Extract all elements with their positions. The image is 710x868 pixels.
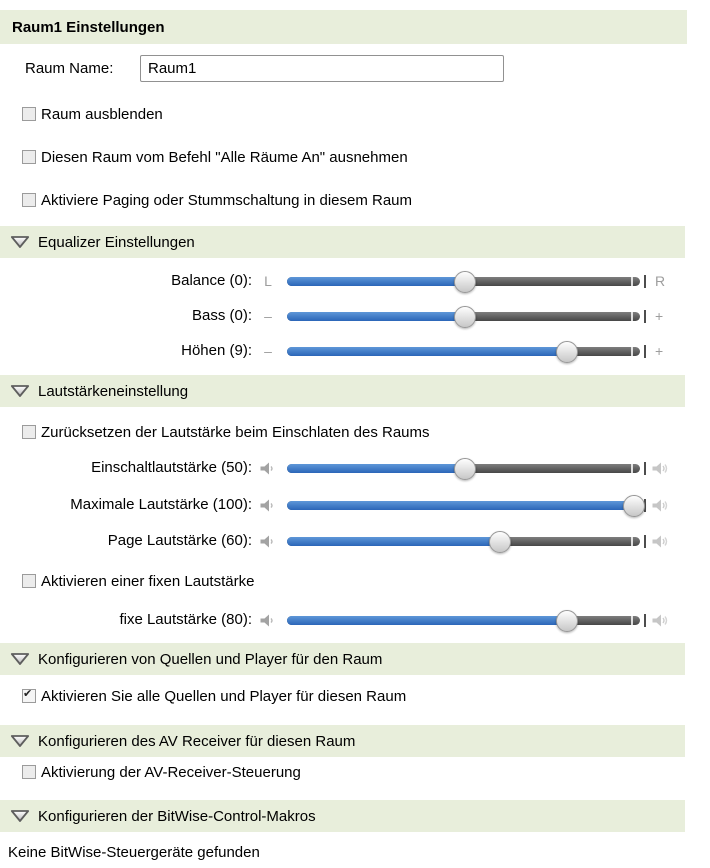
slider-thumb[interactable] — [556, 610, 578, 632]
bass-slider[interactable] — [287, 312, 640, 321]
slider-thumb[interactable] — [454, 458, 476, 480]
all-sources-row — [0, 685, 710, 707]
speaker-loud-icon — [651, 534, 669, 549]
speaker-quiet-icon — [259, 613, 277, 628]
av-receiver-label: Aktivierung der AV-Receiver-Steuerung — [41, 763, 301, 781]
room-name-label: Raum Name: — [25, 60, 114, 77]
speaker-loud-icon — [651, 613, 669, 628]
bitwise-section-title: Konfigurieren der BitWise-Control-Makros — [38, 807, 316, 825]
all-sources-label: Aktivieren Sie alle Quellen und Player für diesen Raum — [41, 687, 407, 705]
reset-volume-row — [0, 421, 710, 443]
all-sources-checkbox[interactable] — [22, 689, 36, 703]
slider-thumb[interactable] — [556, 341, 578, 363]
slider-thumb[interactable] — [454, 271, 476, 293]
speaker-loud-icon — [651, 498, 669, 513]
exclude-all-on-row — [0, 146, 710, 168]
treble-right-cap: + — [655, 343, 664, 359]
fixed-volume-checkbox[interactable] — [22, 574, 36, 588]
fix-volume-slider[interactable] — [287, 616, 640, 625]
treble-slider-row — [0, 340, 710, 362]
reset-volume-label: Zurücksetzen der Lautstärke beim Einschlaten des Raums — [41, 423, 430, 441]
balance-label: Balance (0): — [171, 272, 252, 289]
bass-slider-row — [0, 305, 710, 327]
slider-end-tick — [644, 462, 646, 475]
bass-label: Bass (0): — [191, 307, 252, 324]
bitwise-status-message: Keine BitWise-Steuergeräte gefunden — [8, 844, 260, 861]
speaker-loud-icon — [651, 461, 669, 476]
bass-right-cap: + — [655, 308, 664, 324]
on-volume-slider[interactable] — [287, 464, 640, 473]
page-title: Raum1 Einstellungen — [12, 18, 165, 36]
equalizer-section-header[interactable] — [0, 226, 685, 258]
exclude-all-on-checkbox[interactable] — [22, 150, 36, 164]
triangle-down-icon[interactable] — [10, 235, 30, 249]
room-name-row — [0, 55, 710, 83]
enable-paging-checkbox[interactable] — [22, 193, 36, 207]
fixed-volume-row — [0, 570, 710, 592]
enable-paging-row — [0, 189, 710, 211]
hide-room-checkbox[interactable] — [22, 107, 36, 121]
max-volume-slider[interactable] — [287, 501, 640, 510]
reset-volume-checkbox[interactable] — [22, 425, 36, 439]
equalizer-section-title: Equalizer Einstellungen — [38, 233, 195, 251]
balance-right-cap: R — [655, 273, 666, 289]
av-receiver-checkbox[interactable] — [22, 765, 36, 779]
hide-room-row — [0, 103, 710, 125]
max-volume-label: Maximale Lautstärke (100): — [70, 496, 252, 513]
bass-left-cap: – — [264, 308, 272, 324]
slider-fill — [287, 347, 566, 356]
room-name-input[interactable] — [140, 55, 504, 82]
page-title-bar — [0, 10, 687, 44]
balance-left-cap: L — [264, 273, 272, 289]
sources-section-header[interactable] — [0, 643, 685, 675]
slider-thumb[interactable] — [623, 495, 645, 517]
triangle-down-icon[interactable] — [10, 384, 30, 398]
page-volume-slider[interactable] — [287, 537, 640, 546]
slider-fill — [287, 616, 566, 625]
max-volume-slider-row — [0, 494, 710, 516]
av-section-title: Konfigurieren des AV Receiver für diesen Raum — [38, 732, 356, 750]
balance-slider[interactable] — [287, 277, 640, 286]
sources-section-title: Konfigurieren von Quellen und Player für den Raum — [38, 650, 383, 668]
volume-section-title: Lautstärkeneinstellung — [38, 382, 189, 400]
triangle-down-icon[interactable] — [10, 652, 30, 666]
triangle-down-icon[interactable] — [10, 734, 30, 748]
bitwise-section-header[interactable] — [0, 800, 685, 832]
slider-thumb[interactable] — [454, 306, 476, 328]
fix-volume-slider-row — [0, 609, 710, 631]
slider-end-tick — [644, 614, 646, 627]
slider-end-tick — [644, 275, 646, 288]
speaker-quiet-icon — [259, 534, 277, 549]
fix-volume-label: fixe Lautstärke (80): — [119, 611, 252, 628]
slider-end-tick — [644, 310, 646, 323]
speaker-quiet-icon — [259, 498, 277, 513]
triangle-down-icon[interactable] — [10, 809, 30, 823]
slider-thumb[interactable] — [489, 531, 511, 553]
page-volume-label: Page Lautstärke (60): — [107, 532, 252, 549]
volume-section-header[interactable] — [0, 375, 685, 407]
av-section-header[interactable] — [0, 725, 685, 757]
slider-end-tick — [644, 345, 646, 358]
av-receiver-row — [0, 761, 710, 783]
slider-fill — [287, 464, 464, 473]
slider-fill — [287, 312, 464, 321]
slider-fill — [287, 537, 499, 546]
page-volume-slider-row — [0, 530, 710, 552]
slider-fill — [287, 277, 464, 286]
exclude-all-on-label: Diesen Raum vom Befehl "Alle Räume An" ausnehmen — [41, 148, 408, 166]
hide-room-label: Raum ausblenden — [41, 105, 163, 123]
on-volume-label: Einschaltlautstärke (50): — [91, 459, 252, 476]
slider-fill — [287, 501, 633, 510]
fixed-volume-label: Aktivieren einer fixen Lautstärke — [41, 572, 255, 590]
enable-paging-label: Aktiviere Paging oder Stummschaltung in diesem Raum — [41, 191, 413, 209]
treble-left-cap: – — [264, 343, 272, 359]
treble-slider[interactable] — [287, 347, 640, 356]
treble-label: Höhen (9): — [181, 342, 252, 359]
slider-end-tick — [644, 535, 646, 548]
balance-slider-row — [0, 270, 710, 292]
speaker-quiet-icon — [259, 461, 277, 476]
on-volume-slider-row — [0, 457, 710, 479]
